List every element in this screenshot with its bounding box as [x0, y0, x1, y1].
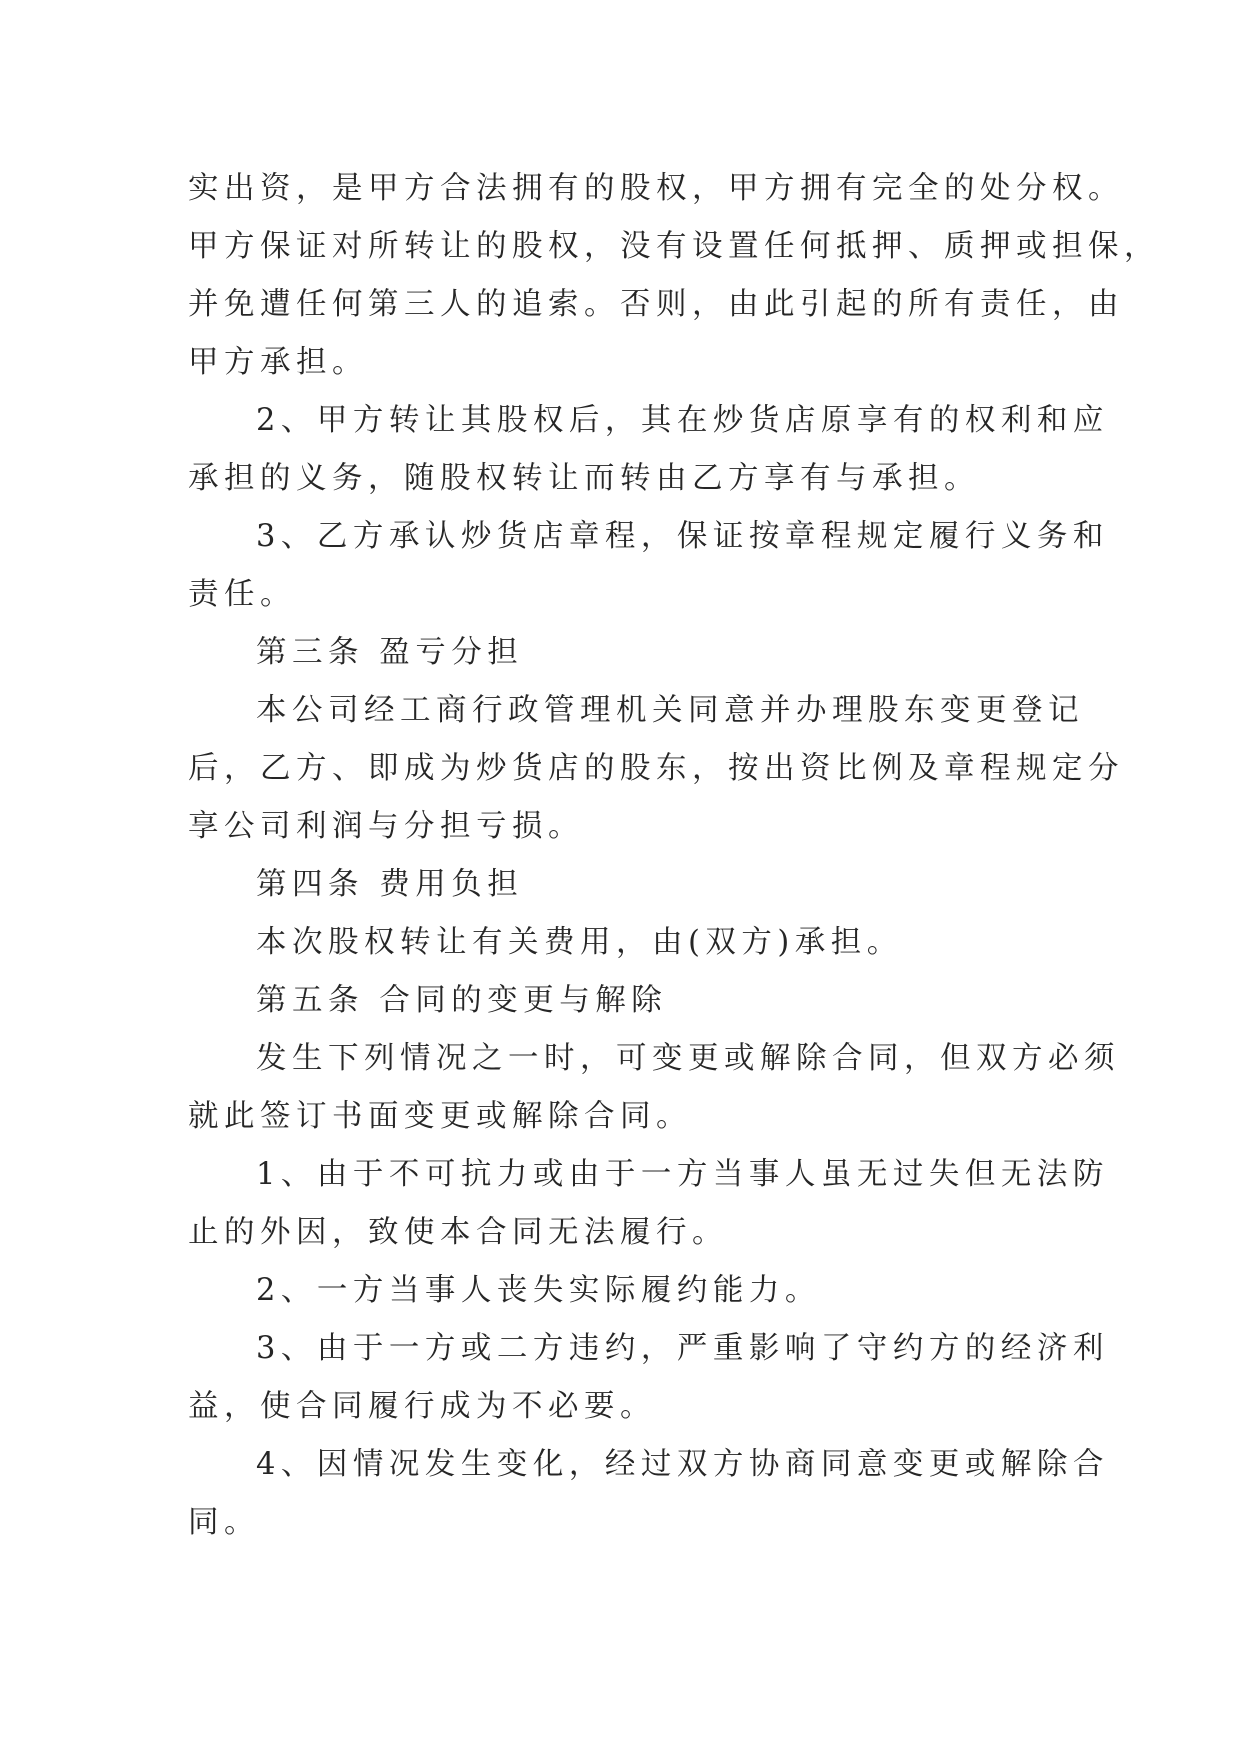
text-line: 甲方保证对所转让的股权，没有设置任何抵押、质押或担保， — [188, 229, 1160, 264]
text-line: 3、由于一方或二方违约，严重影响了守约方的经济利 — [256, 1331, 1109, 1366]
section-heading: 第三条 盈亏分担 — [256, 635, 524, 670]
text-line: 2、甲方转让其股权后，其在炒货店原享有的权利和应 — [256, 403, 1109, 438]
text-line: 发生下列情况之一时，可变更或解除合同，但双方必须 — [256, 1041, 1120, 1076]
section-heading: 第五条 合同的变更与解除 — [256, 983, 668, 1018]
text-line: 实出资，是甲方合法拥有的股权，甲方拥有完全的处分权。 — [188, 171, 1124, 206]
text-line: 4、因情况发生变化，经过双方协商同意变更或解除合 — [256, 1447, 1109, 1482]
text-line: 益，使合同履行成为不必要。 — [188, 1389, 656, 1424]
text-line: 2、一方当事人丧失实际履约能力。 — [256, 1273, 821, 1308]
text-line: 享公司利润与分担亏损。 — [188, 809, 584, 844]
document-body — [188, 160, 1160, 1552]
text-line: 1、由于不可抗力或由于一方当事人虽无过失但无法防 — [256, 1157, 1109, 1192]
text-line: 止的外因，致使本合同无法履行。 — [188, 1215, 728, 1250]
text-line: 本公司经工商行政管理机关同意并办理股东变更登记 — [256, 693, 1084, 728]
text-line: 3、乙方承认炒货店章程，保证按章程规定履行义务和 — [256, 519, 1109, 554]
text-line: 本次股权转让有关费用，由(双方)承担。 — [256, 925, 903, 960]
text-line: 后，乙方、即成为炒货店的股东，按出资比例及章程规定分 — [188, 751, 1124, 786]
text-line: 甲方承担。 — [188, 345, 368, 380]
text-line: 责任。 — [188, 577, 296, 612]
text-line: 同。 — [188, 1505, 260, 1540]
section-heading: 第四条 费用负担 — [256, 867, 524, 902]
text-line: 就此签订书面变更或解除合同。 — [188, 1099, 692, 1134]
text-line: 并免遭任何第三人的追索。否则，由此引起的所有责任，由 — [188, 287, 1124, 322]
text-line: 承担的义务，随股权转让而转由乙方享有与承担。 — [188, 461, 980, 496]
